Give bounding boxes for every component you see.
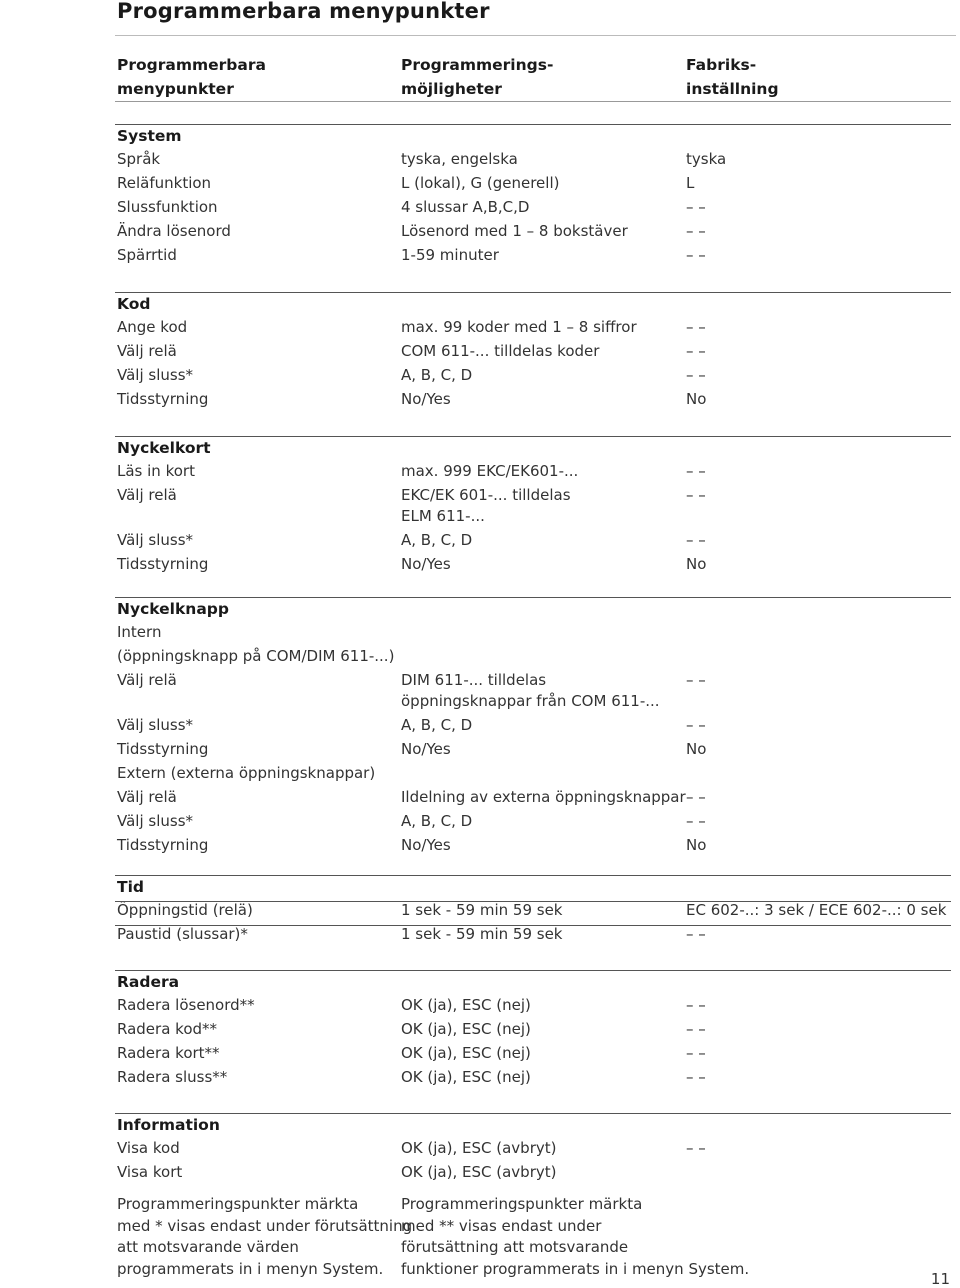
header-line: Fabriks- bbox=[686, 56, 757, 74]
programming-options bbox=[401, 365, 472, 386]
programming-options bbox=[401, 995, 531, 1016]
factory-default: – – bbox=[686, 318, 706, 336]
footnote-line: med ** visas endast under bbox=[401, 1216, 602, 1235]
factory-default: – – bbox=[686, 342, 706, 360]
section-divider bbox=[115, 1113, 951, 1114]
option-line: OK (ja), ESC (nej) bbox=[401, 996, 531, 1014]
footnote-line: förutsättning att motsvarande bbox=[401, 1238, 629, 1256]
option-line: No/Yes bbox=[401, 836, 451, 854]
menu-item-label: Ändra lösenord bbox=[117, 222, 231, 240]
header-line: menypunkter bbox=[117, 80, 234, 98]
menu-item-label: Visa kod bbox=[117, 1139, 180, 1157]
section-title: Tid bbox=[117, 878, 144, 896]
section-divider bbox=[115, 124, 951, 125]
option-line: L (lokal), G (generell) bbox=[401, 174, 560, 192]
section-title: Nyckelknapp bbox=[117, 600, 229, 618]
menu-item-label: Radera sluss** bbox=[117, 1068, 228, 1086]
section-divider bbox=[115, 875, 951, 876]
header-divider bbox=[115, 101, 951, 102]
menu-item-label: Tidsstyrning bbox=[117, 740, 209, 758]
menu-item-label: Radera kort** bbox=[117, 1044, 220, 1062]
footnote-double-star bbox=[401, 1194, 749, 1280]
programming-options bbox=[401, 924, 562, 945]
programming-options bbox=[401, 221, 628, 242]
option-line: 4 slussar A,B,C,D bbox=[401, 198, 530, 216]
option-line: tyska, engelska bbox=[401, 150, 518, 168]
menu-item-label: Välj sluss* bbox=[117, 531, 194, 549]
section-title: Kod bbox=[117, 295, 151, 313]
programming-options bbox=[401, 715, 472, 736]
section-divider bbox=[115, 292, 951, 293]
factory-default: tyska bbox=[686, 150, 727, 168]
option-line: OK (ja), ESC (avbryt) bbox=[401, 1139, 557, 1157]
section-title: Radera bbox=[117, 973, 180, 991]
option-line: OK (ja), ESC (nej) bbox=[401, 1020, 531, 1038]
factory-default: – – bbox=[686, 1020, 706, 1038]
footnote-single-star bbox=[117, 1194, 412, 1280]
column-header-menu-items bbox=[117, 53, 266, 101]
programming-options bbox=[401, 341, 599, 362]
header-line: möjligheter bbox=[401, 80, 502, 98]
programming-options bbox=[401, 811, 472, 832]
menu-item-label: Radera kod** bbox=[117, 1020, 218, 1038]
menu-item-label: Välj relä bbox=[117, 342, 177, 360]
programming-options bbox=[401, 530, 472, 551]
option-line: No/Yes bbox=[401, 740, 451, 758]
option-line: öppningsknappar från COM 611-... bbox=[401, 692, 660, 710]
factory-default: No bbox=[686, 836, 707, 854]
factory-default: – – bbox=[686, 486, 706, 504]
programming-options bbox=[401, 1043, 531, 1064]
factory-default: – – bbox=[686, 671, 706, 689]
section-title: Information bbox=[117, 1116, 220, 1134]
factory-default: – – bbox=[686, 246, 706, 264]
section-divider bbox=[115, 436, 951, 437]
menu-item-label: Välj relä bbox=[117, 486, 177, 504]
footnote-line: med * visas endast under förutsättning bbox=[117, 1216, 413, 1235]
factory-default: – – bbox=[686, 716, 706, 734]
factory-default: – – bbox=[686, 198, 706, 216]
footnote-line: Programmeringspunkter märkta bbox=[117, 1195, 359, 1213]
option-line: OK (ja), ESC (nej) bbox=[401, 1044, 531, 1062]
section-divider bbox=[115, 597, 951, 598]
programming-options bbox=[401, 1162, 556, 1183]
menu-item-label: Tidsstyrning bbox=[117, 555, 209, 573]
page-number: 11 bbox=[930, 1270, 950, 1288]
option-line: No/Yes bbox=[401, 555, 451, 573]
menu-item-label: Välj relä bbox=[117, 671, 177, 689]
programming-options bbox=[401, 389, 451, 410]
programming-options bbox=[401, 670, 660, 712]
factory-default: – – bbox=[686, 996, 706, 1014]
header-line: inställning bbox=[686, 80, 779, 98]
title-divider bbox=[115, 35, 956, 36]
option-line: max. 999 EKC/EK601-... bbox=[401, 462, 579, 480]
programming-options bbox=[401, 900, 562, 921]
section-title: Nyckelkort bbox=[117, 439, 211, 457]
option-line: 1 sek - 59 min 59 sek bbox=[401, 925, 563, 943]
factory-default: – – bbox=[686, 531, 706, 549]
option-line: No/Yes bbox=[401, 390, 451, 408]
programming-options bbox=[401, 787, 686, 808]
section-title: System bbox=[117, 127, 182, 145]
programming-options bbox=[401, 485, 571, 527]
programming-options bbox=[401, 197, 529, 218]
option-line: COM 611-... tilldelas koder bbox=[401, 342, 600, 360]
footnote-line: programmerats in i menyn System. bbox=[117, 1259, 384, 1278]
option-line: A, B, C, D bbox=[401, 812, 473, 830]
page-title: Programmerbara menypunkter bbox=[117, 0, 490, 23]
programming-options bbox=[401, 245, 499, 266]
menu-item-label: Reläfunktion bbox=[117, 174, 212, 192]
menu-item-label: Språk bbox=[117, 150, 161, 168]
menu-item-label: Intern bbox=[117, 623, 162, 641]
header-line: Programmerings- bbox=[401, 56, 554, 74]
factory-default: – – bbox=[686, 222, 706, 240]
programming-options bbox=[401, 149, 518, 170]
option-line: A, B, C, D bbox=[401, 531, 473, 549]
programming-options bbox=[401, 1138, 556, 1159]
factory-default: – – bbox=[686, 1068, 706, 1086]
menu-item-label: Läs in kort bbox=[117, 462, 195, 480]
factory-default: – – bbox=[686, 925, 706, 943]
menu-item-label: Slussfunktion bbox=[117, 198, 218, 216]
programming-options bbox=[401, 1019, 531, 1040]
option-line: OK (ja), ESC (avbryt) bbox=[401, 1163, 557, 1181]
footnote-line: funktioner programmerats in i menyn System. bbox=[401, 1259, 750, 1278]
factory-default: No bbox=[686, 555, 707, 573]
menu-item-label: Ange kod bbox=[117, 318, 188, 336]
programming-options bbox=[401, 835, 451, 856]
footnote-line: Programmeringspunkter märkta bbox=[401, 1195, 643, 1213]
option-line: OK (ja), ESC (nej) bbox=[401, 1068, 531, 1086]
menu-item-label: Välj sluss* bbox=[117, 716, 194, 734]
section-divider bbox=[115, 970, 951, 971]
header-line: Programmerbara bbox=[117, 56, 266, 74]
menu-item-label: Välj relä bbox=[117, 788, 177, 806]
option-line: 1 sek - 59 min 59 sek bbox=[401, 901, 563, 919]
factory-default: No bbox=[686, 390, 707, 408]
programming-options bbox=[401, 317, 637, 338]
factory-default: EC 602-..: 3 sek / ECE 602-..: 0 sek bbox=[686, 901, 947, 919]
option-line: DIM 611-... tilldelas bbox=[401, 671, 547, 689]
menu-item-label: Paustid (slussar)* bbox=[117, 925, 248, 943]
factory-default: – – bbox=[686, 1139, 706, 1157]
menu-item-label: Extern (externa öppningsknappar) bbox=[117, 764, 376, 782]
menu-item-label: Välj sluss* bbox=[117, 812, 194, 830]
option-line: max. 99 koder med 1 – 8 siffror bbox=[401, 318, 637, 336]
menu-item-label: Spärrtid bbox=[117, 246, 177, 264]
menu-item-label: Radera lösenord** bbox=[117, 996, 255, 1014]
menu-item-label: Välj sluss* bbox=[117, 366, 194, 384]
factory-default: No bbox=[686, 740, 707, 758]
factory-default: – – bbox=[686, 1044, 706, 1062]
menu-item-label: Öppningstid (relä) bbox=[117, 901, 253, 919]
menu-item-label: (öppningsknapp på COM/DIM 611-...) bbox=[117, 647, 395, 665]
menu-item-label: Visa kort bbox=[117, 1163, 183, 1181]
option-line: 1-59 minuter bbox=[401, 246, 499, 264]
programming-options bbox=[401, 739, 451, 760]
option-line: ELM 611-... bbox=[401, 507, 485, 525]
footnote-line: att motsvarande värden bbox=[117, 1238, 299, 1256]
factory-default: – – bbox=[686, 366, 706, 384]
option-line: A, B, C, D bbox=[401, 716, 473, 734]
programming-options bbox=[401, 1067, 531, 1088]
column-header-options bbox=[401, 53, 553, 101]
programming-options bbox=[401, 461, 578, 482]
programming-options bbox=[401, 554, 451, 575]
factory-default: L bbox=[686, 174, 695, 192]
factory-default: – – bbox=[686, 462, 706, 480]
column-header-default bbox=[686, 53, 779, 101]
option-line: A, B, C, D bbox=[401, 366, 473, 384]
option-line: Ildelning av externa öppningsknappar bbox=[401, 788, 686, 806]
programming-options bbox=[401, 173, 559, 194]
menu-item-label: Tidsstyrning bbox=[117, 836, 209, 854]
option-line: EKC/EK 601-... tilldelas bbox=[401, 486, 571, 504]
menu-item-label: Tidsstyrning bbox=[117, 390, 209, 408]
option-line: Lösenord med 1 – 8 bokstäver bbox=[401, 222, 628, 240]
factory-default: – – bbox=[686, 812, 706, 830]
factory-default: – – bbox=[686, 788, 706, 806]
